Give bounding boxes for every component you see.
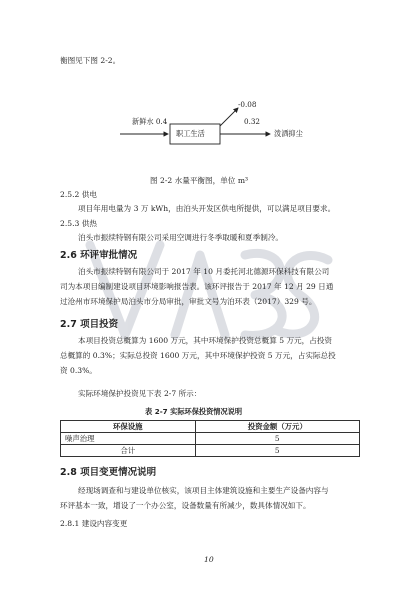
s253-heading: 2.5.3 供热 (60, 219, 97, 228)
table-cell: 5 (195, 445, 359, 457)
output-value: 0.32 (244, 117, 261, 126)
s28-line-1: 经现场调查和与建设单位核实，该项目主体建筑设施和主要生产设备内容与 (78, 486, 329, 495)
table-cell: 噪声治理 (61, 433, 196, 445)
s27-line-3: 资 0.3%。 (60, 366, 97, 375)
s252-text: 项目年用电量为 3 万 kWh，由泊头开发区供电所提供，可以满足项目要求。 (78, 204, 336, 213)
table-title: 表 2-7 实际环保投资情况说明 (145, 407, 243, 416)
s252-heading: 2.5.2 供电 (60, 190, 97, 199)
s27-table-intro: 实际环境保护投资见下表 2-7 所示： (78, 389, 202, 398)
table-row (61, 433, 360, 445)
diagram-caption: 图 2-2 水量平衡图，单位 m³ (150, 176, 249, 185)
investment-table (60, 420, 360, 457)
s28-heading: 2.8 项目变更情况说明 (60, 467, 157, 478)
table-cell: 合计 (61, 445, 196, 457)
s26-line-3: 过沧州市环境保护局泊头市分局审批，审批文号为泊环表（2017）329 号。 (60, 297, 317, 306)
s28-line-2: 环评基本一致，增设了一个办公室，设备数量有所减少，数具体情况如下。 (60, 501, 311, 510)
loss-label: -0.08 (238, 100, 257, 109)
s27-heading: 2.7 项目投资 (60, 319, 119, 330)
table-row (61, 445, 360, 457)
output-label: 泼洒抑尘 (274, 129, 303, 138)
table-header-row (61, 421, 360, 433)
intro-line: 衡图见下图 2-2。 (60, 56, 121, 65)
page-number: 10 (204, 555, 214, 564)
s26-heading: 2.6 环评审批情况 (60, 250, 138, 261)
input-label: 新鲜水 0.4 (132, 117, 168, 126)
s28-sub: 2.8.1 建设内容变更 (60, 519, 128, 528)
s26-line-1: 泊头市振续特钢有限公司于 2017 年 10 月委托河北德源环保科技有限公司 (78, 267, 330, 276)
table-header-cell: 环保设施 (61, 421, 196, 433)
table-header-cell: 投资金额（万元） (195, 421, 359, 433)
s27-line-2: 总概算的 0.3%；实际总投资 1600 万元，其中环境保护投资 5 万元，占实际总投 (60, 351, 336, 360)
box-label: 职工生活 (176, 129, 205, 138)
s27-line-1: 本项目投资总概算为 1600 万元，其中环境保护投资总概算 5 万元，占投资 (78, 336, 333, 345)
table-cell: 5 (195, 433, 359, 445)
loss-arrow (220, 108, 238, 126)
s253-text: 泊头市振续特钢有限公司采用空调进行冬季取暖和夏季制冷。 (78, 233, 284, 242)
s26-line-2: 司为本项目编制建设项目环境影响报告表。该环评报告于 2017 年 12 月 29 日通 (60, 282, 334, 291)
